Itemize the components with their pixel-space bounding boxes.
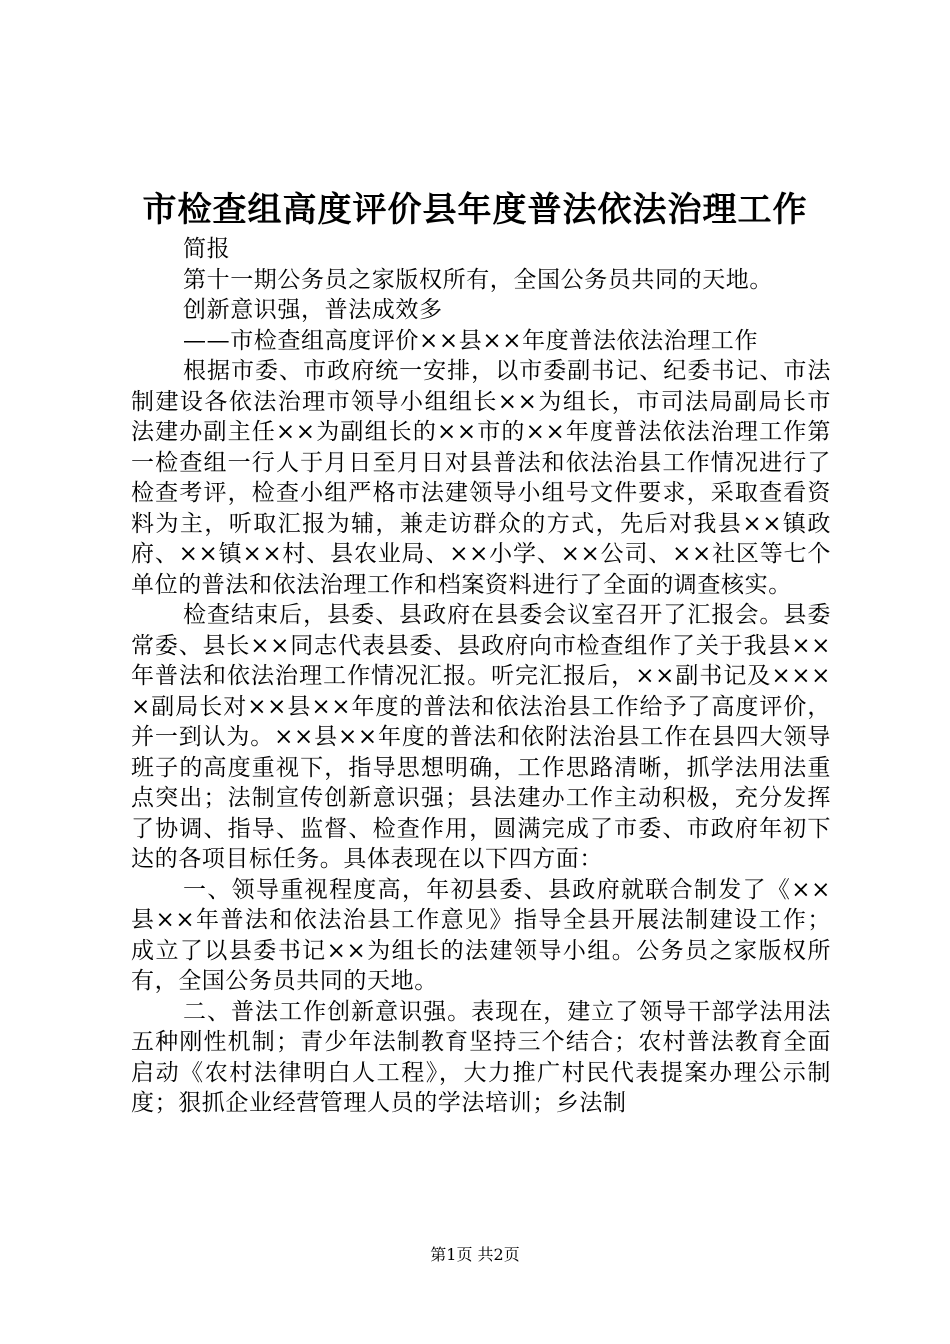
paragraph-point-two: 二、普法工作创新意识强。表现在，建立了领导干部学法用法五种刚性机制；青少年法制教育坚持三个结合；农村普法教育全面启动《农村法律明白人工程》，大力推广村民代表提案办理公示制度；狠抓企业经营管理人员的学法培训；乡法制 bbox=[131, 998, 831, 1116]
paragraph-issue-line: 第十一期公务员之家版权所有，全国公务员共同的天地。 bbox=[183, 266, 773, 293]
paragraph-brief-label: 简报 bbox=[183, 236, 231, 262]
page-footer: 第1页 共2页 bbox=[430, 1245, 520, 1264]
paragraph-point-one: 一、领导重视程度高，年初县委、县政府就联合制发了《××县××年普法和依法治县工作意见》指导全县开展法制建设工作；成立了以县委书记××为组长的法建领导小组。公务员之家版权所有，全国公务员共同的天地。 bbox=[131, 876, 831, 994]
paragraph-subheading: ——市检查组高度评价××县××年度普法依法治理工作 bbox=[183, 327, 759, 354]
document-title: 市检查组高度评价县年度普法依法治理工作 bbox=[142, 190, 808, 230]
paragraph-intro: 根据市委、市政府统一安排，以市委副书记、纪委书记、市法制建设各依法治理市领导小组组长××为组长，市司法局副局长市法建办副主任××为副组长的××市的××年度普法依法治理工作第一检查组一行人于月日至月日对县普法和依法治县工作情况进行了检查考评，检查小组严格市法建领导小组号文件要求，采取查看资料为主，听取汇报为辅，兼走访群众的方式，先后对我县××镇政府、××镇××村、县农业局、××小学、××公司、××社区等七个单位的普法和依法治理工作和档案资料进行了全面的调查核实。 bbox=[131, 358, 831, 598]
paragraph-report-meeting: 检查结束后，县委、县政府在县委会议室召开了汇报会。县委常委、县长××同志代表县委、县政府向市检查组作了关于我县××年普法和依法治理工作情况汇报。听完汇报后，××副书记及××××副局长对××县××年度的普法和依法治县工作给予了高度评价，并一到认为。××县××年度的普法和依附法治县工作在县四大领导班子的高度重视下，指导思想明确，工作思路清晰，抓学法用法重点突出；法制宣传创新意识强；县法建办工作主动积极，充分发挥了协调、指导、监督、检查作用，圆满完成了市委、市政府年初下达的各项目标任务。具体表现在以下四方面： bbox=[131, 602, 831, 872]
document-body bbox=[131, 234, 831, 1119]
paragraph-subtitle: 创新意识强，普法成效多 bbox=[183, 297, 443, 323]
